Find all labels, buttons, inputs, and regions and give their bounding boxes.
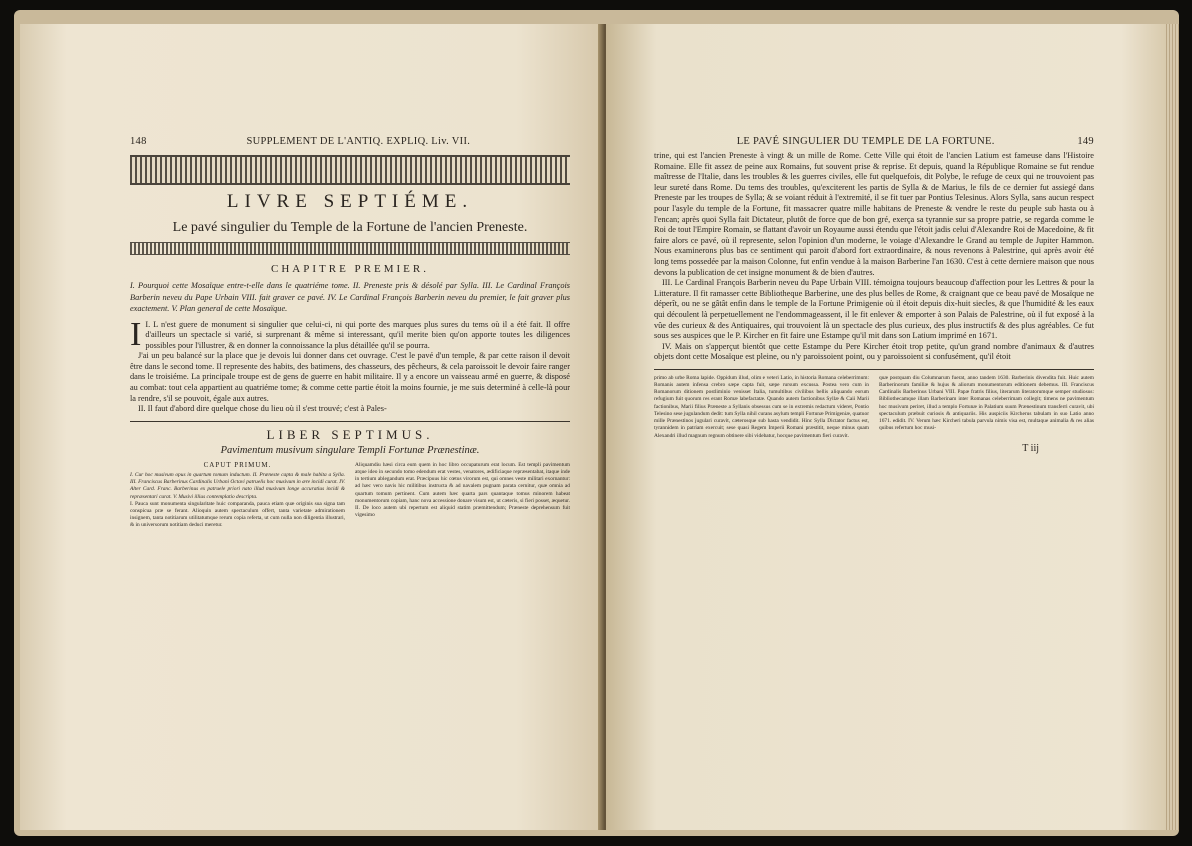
left-page	[20, 24, 604, 830]
paragraph-1	[130, 315, 570, 353]
right-paragraph-3: IV. Mais on s'apperçut bientôt que cette Estampe du Pere Kircher étoit trop petite, qu'un grand nombre d'animaux & d'autres objets dont cette Mosaïque est pleine, ou n'y paroissoient point, ou y paroissoient si confusément, qu'il étoit	[654, 341, 1094, 362]
paragraph-3: II. Il faut d'abord dire quelque chose du lieu où il s'est trouvé; c'est à Pales-	[138, 404, 387, 414]
latin-columns-left	[130, 462, 570, 530]
book-spread	[14, 10, 1179, 836]
page-number-left: 148	[130, 136, 147, 147]
divider-ornament	[130, 242, 570, 255]
latin-title: Pavimentum musivum singulare Templi Fortunæ Prænestinæ.	[220, 444, 480, 456]
section-rule	[130, 421, 570, 422]
section-title: Le pavé singulier du Temple de la Fortune de l'ancien Preneste.	[172, 220, 528, 235]
right-page	[606, 24, 1166, 830]
headpiece-ornament	[130, 155, 570, 185]
running-head-right	[654, 136, 1094, 147]
paragraph-1-marker: I.	[145, 319, 151, 329]
page-edges	[1166, 24, 1179, 830]
paragraph-2: J'ai un peu balancé sur la place que je devois lui donner dans cet ouvrage. C'est le pavé d'un temple, & par cette raison il devoit être dans le second tome. Il represente des habits, des batimens, des chasseurs, des pêcheurs, & cela paroissoit le devoir faire ranger dans le troisiéme. La principale troupe est de gens de guerre en habit militaire. Il y a encore un vaisseau armé en guerre, & disposé au combat: tout cela appartient au quatriéme tome; & comme cette partie étoit la moins fournie, je me suis determiné à celle-là pour la rendre, s'il se pouvoit, égale aux autres.	[130, 351, 570, 403]
signature-mark: T iij	[1022, 442, 1039, 454]
chapter-summary: I. Pourquoi cette Mosaïque entre-t-elle dans le quatriéme tome. II. Preneste pris & désolé par Sylla. III. Le Cardinal François Barberin neveu du Pape Urbain VIII. fait graver ce pavé. IV. Le Cardinal François Barberin neveu du premier, le fait graver plus exactement. V. Plan general de cette Mosaïque.	[130, 281, 570, 313]
paragraph-1-text: L n'est guere de monument si singulier que celui-ci, ni qui porte des marques plus sures du tems où il a été fait. Il offre d'ailleurs un spectacle si varié, si surprenant & même si interessant, qu'il merite bien qu'on apporte toutes les diligences possibles pour l'illustrer, & en donner la connoissance la plus détaillée qu'il se pourra.	[145, 319, 570, 350]
right-page-content	[654, 136, 1094, 454]
drop-cap: I	[130, 315, 142, 353]
page-number-right: 149	[1077, 136, 1094, 147]
latin-column-1-text: I. Pauca sunt monumenta singularitate huic comparanda, pauca etiam quæ originis sua signa tam conspicua præ se ferant. Alioquin autem spectaculum offert, tanta varietate admirationem insignem, tanta notitiarum utilitatumque rerum copia referta, ut cum nulla non diligentia illustrari, & in universorum notitiam deduci meretur.	[130, 500, 345, 529]
right-paragraph-1: trine, qui est l'ancien Preneste à vingt & un mille de Rome. Cette Ville qui étoit de l'ancien Latium est fameuse dans l'Histoire Romaine. Elle fit assez de peine aux Romains, fut souvent prise & reprise. Et depuis, quand la République Romaine se fut rendue maîtresse de l'Italie, dans les troubles & les guerres civiles, elle fut quelquefois, dit Polybe, le refuge de ceux qui ne trouvoient pas leur sureté dans Rome. Du tems des troubles, qu'exciterent les partis de Sylla & de Marius, le fils de ce dernier fut assiegé dans Preneste par les troupes de Sylla; & se voiant réduit à l'extremité, il se fit tuer par Pontius Telesinus. Alors Sylla, sans aucun respect pour l'asyle du temple de la Fortune, fit massacrer quatre mille habitans de Preneste & vendre le reste du peuple sub hasta ou à l'encan; après quoi Sylla fait Dictateur, plutôt de force que de bon gré, exerça sa tyrannie sur sa propre patrie, se regarda comme le Roi de tout l'Empire Romain, se flattant d'avoir un Royaume aussi étendu que l'étoit jadis celui d'Alexandre Roi de Macedoine, & fit faire alors ce pavé, où il represente, selon l'opinion d'un moderne, le voiage d'Alexandre le Grand au temple de Jupiter Hammon. Nous examinerons plus bas ce sentiment qui paroit d'abord fort extraordinaire, & nous revenons à Palestrine, qui après avoir été long tems possedée par la maison Colonne, fut enfin vendue à la maison Barberine l'an 1630. C'est à cette derniere maison que nous devons la publication de cet insigne monument & de bien d'autres.	[654, 151, 1094, 277]
latin-chapter-heading: CAPUT PRIMUM.	[203, 460, 272, 469]
running-head-title-left: SUPPLEMENT DE L'ANTIQ. EXPLIQ. Liv. VII.	[246, 136, 471, 147]
running-head-title-right: LE PAVÉ SINGULIER DU TEMPLE DE LA FORTUNE.	[736, 136, 995, 147]
chapter-heading: CHAPITRE PREMIER.	[271, 263, 429, 275]
latin-column-3: primo ab urbe Roma lapide. Oppidum illud, olim e veteri Latio, in historia Romana celeberrimum: Romanis autem infensa crebro sæpe capta fuit, sæpe rursum excussa. Postea vero cum in Romanorum ditionem postliminio venisset Italia, tumultibus civilibus bellis aliquando eorum refugium fuit quorum res erant Romæ labefactatæ. Quando autem factionibus Syllæ & Caii Marii factionibus, Marii filius Præneste a Syllanis obsessus cum se in extremis redactum videret, Pontio Telesino sese jugulandum dedit: tum Sylla nihil curans asylum templi Fortunæ Primigeniæ, quatuor mille Prænestinos jugulari curavit, cæterosque sub hasta vendidit. Hinc Sylla Dictator factus est, tyrannidem in patriam exercuit; sese quasi Regem Imperii Romani præstitit, neque minus quam Alexandri illud magnum regnum obtinere sibi videbatur, hocque pavimentum fieri curavit.	[654, 374, 869, 439]
latin-summary: I. Cur hoc musivum opus in quartum tomum inductum. II. Præneste capta & male habita a Sylla. III. Franciscus Barberinus Cardinalis Urbani Octavi patruelis hoc musivum in ære incidi curat. IV. Alter Card. Franc. Barberinus ex patruele priori nato illud musivum longe accuratius incidi & repræsentari curat. V. Musivi illius contemplatio descripta.	[130, 472, 345, 500]
latin-columns-right	[654, 375, 1094, 440]
right-paragraph-2: III. Le Cardinal François Barberin neveu du Pape Urbain VIII. témoigna toujours beaucoup d'affection pour les Lettres & pour la Litterature. Il fit ramasser cette Bibliotheque Barberine, une des plus belles de Rome, & craignant que ce beau pavé de Mosaïque ne déperît, ou ne se gâtât enfin dans le temple de la Fortune Primigenie où il étoit depuis dix-huit siecles, & que l'humidité & les eaux qui découlent là perpetuellement ne l'endommageassent, il le fit enlever & emporter à son Palais de Palestrine, où il fut exposé à la vûe des curieux & des Antiquaires, qui trouvoient là un spectacle des plus curieux, des plus instructifs & des plus agréables. Ce fut sous ses auspices que le P. Kircher en fit faire une Estampe qu'il mit dans son Latium imprimé en 1671.	[654, 278, 1094, 341]
running-head-left	[130, 136, 570, 147]
book-heading: LIVRE SEPTIÉME.	[226, 191, 474, 212]
footnote-rule	[654, 369, 1094, 370]
latin-book-heading: LIBER SEPTIMUS.	[266, 426, 434, 442]
latin-column-4: quæ postquam diu Columnarum fuerat, anno tandem 1630. Barberinis divendita fuit. Huic autem Barberinorum familiæ & hujus & aliorum monumentorum editionem debemus. III. Franciscus Cardinalis Barberinus Urbani VIII. Papæ fratris filius, literarum literatorumque semper studiosus: Bibliothecamque illam Barberinam inter Romanas celeberrimam collegit; timens ne pavimentum hoc musivum periret, illud a templo Fortunæ in Palatium suum Prænestinum transferri curavit, ubi spectaculum præbuit curiosis & antiquariis. His auspiciis Kircherus tabulam in suo Latio anno 1671. edidit. IV. Verum hæc Kircheri tabula parvula nimis visa est, multaque animalia & res alias quibus refertum hoc musi-	[879, 374, 1094, 432]
latin-column-1	[130, 462, 345, 530]
latin-column-2: Aliquamdiu hæsi circa eum quem in hoc libro occupaturum erat locum. Est templi pavimentum atque ideo in secundo tomo edendum erat vestes, venatores, ædificiaque repræsentabat, itaque inde in tertium ablegandum erat. Præcipuus hic cœtus virorum est, qui omnes veste militari exornantur: ad hæc vero navis hic militibus instructa & ad navalem pugnam parata cernitur, quæ omnia ad quartum tomum pertinent. Cum autem hæc quarta pars quantaque tomus minorem habeat monumentorum copiam, hanc nova accessione donare visum est, ut cæteris, si fieri posset, æquetur. II. De loco autem ubi repertum est aliquid statim præmittendum; Præneste deprehensum fuit vigesimo	[355, 461, 570, 519]
left-page-content	[130, 136, 570, 530]
